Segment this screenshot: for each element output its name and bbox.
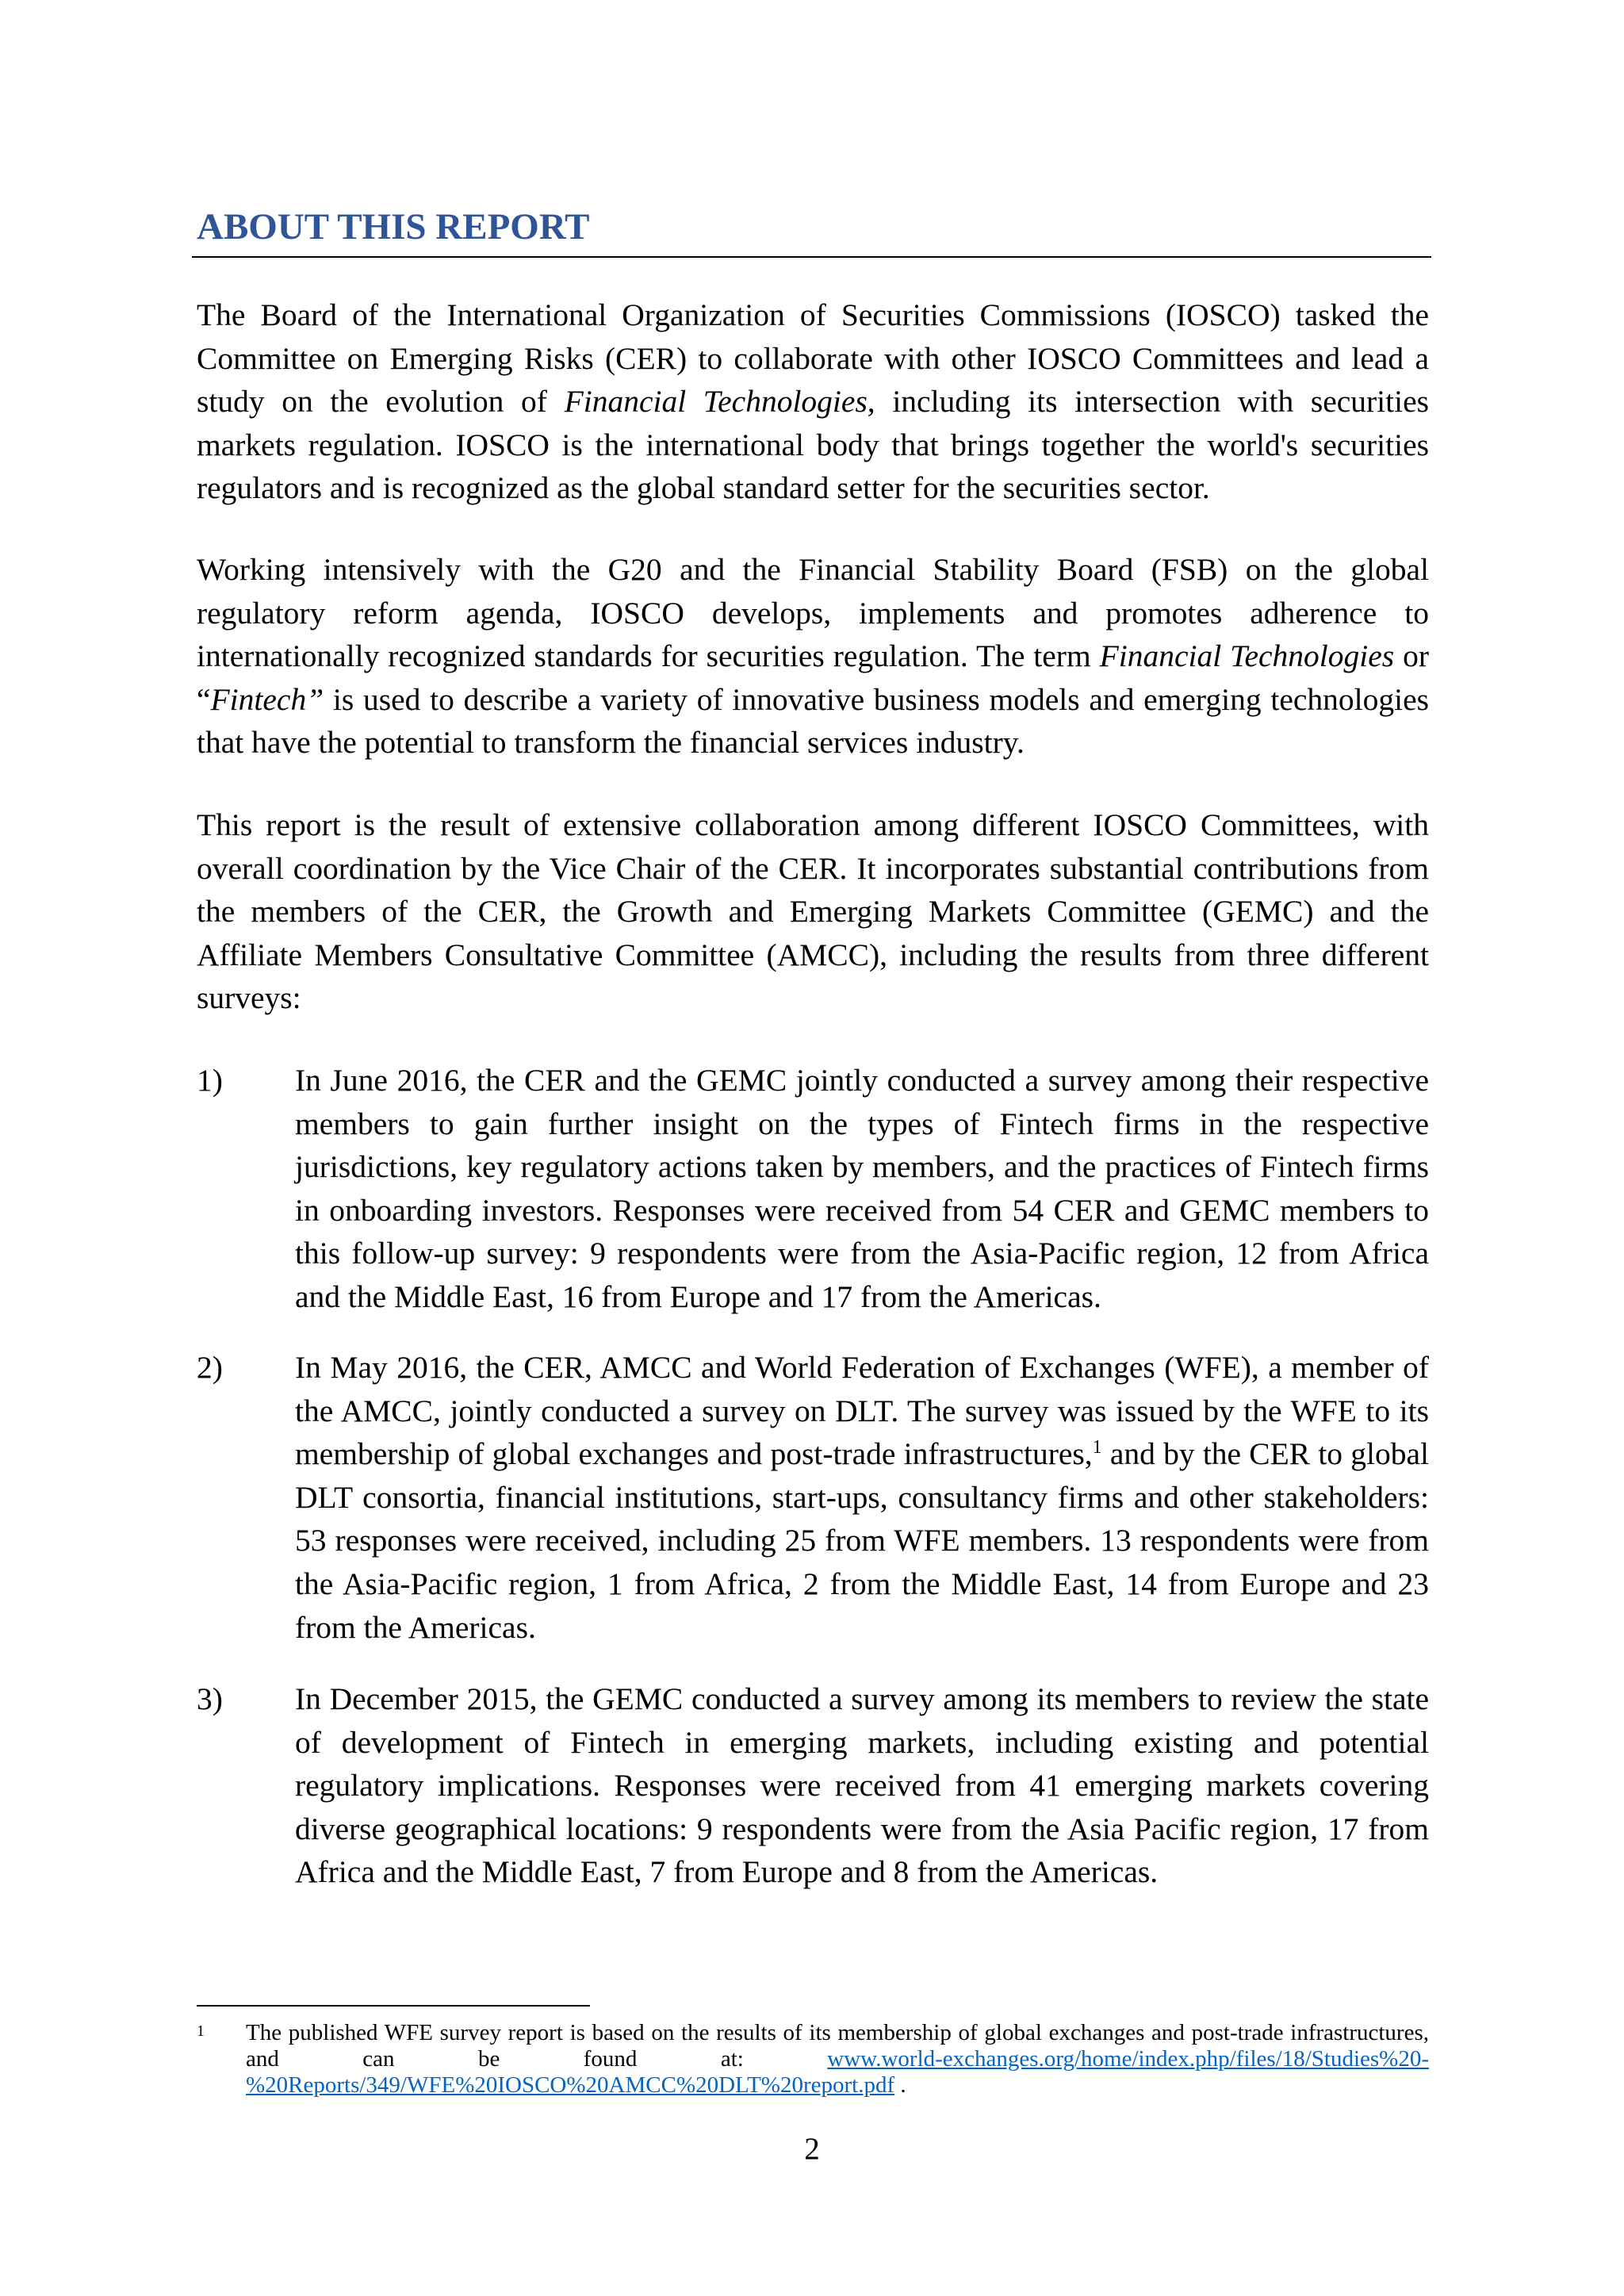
definition-italic-fintech: Fintech” [210, 681, 324, 717]
fintech-definition-paragraph [197, 548, 1429, 765]
definition-text-middle: or “ [197, 638, 1429, 717]
intro-text-end: including its intersection with securities markets regulation. IOSCO is the international body that brings together the world's securities regulators and is recognized as the global standard setter for the securities sector. [197, 384, 1429, 506]
list-item-number: 3) [197, 1681, 223, 1716]
footnote-text [246, 2020, 1429, 2099]
list-item-text [295, 1346, 1429, 1649]
survey-list-item [197, 1677, 1429, 1894]
footnote [197, 2020, 1429, 2099]
footnote-end: . [894, 2072, 906, 2098]
list-item-text-start: In May 2016, the CER, AMCC and World Federation of Exchanges (WFE), a member of the AMCC, jointly conducted a survey on DLT. The survey was issued by the WFE to its membership of global exchanges and post-trade infrastructures, [295, 1350, 1429, 1472]
footnote-body: The published WFE survey report is based on the results of its membership of global exchanges and post-trade infrastructures, and can be found at: [246, 2020, 1429, 2072]
definition-italic-term: Financial Technologies [1099, 638, 1395, 674]
page-number: 2 [804, 2132, 820, 2166]
heading-divider [192, 256, 1431, 258]
intro-italic-term: Financial Technologies, [564, 384, 875, 420]
survey-list-item [197, 1346, 1429, 1649]
footnote-number: 1 [197, 2022, 205, 2040]
survey-list-item [197, 1059, 1429, 1319]
definition-text-end: is used to describe a variety of innovative business models and emerging technologies that have the potential to transform the financial services industry. [197, 681, 1429, 761]
intro-text-start: The Board of the International Organization of Securities Commissions (IOSCO) tasked the Committee on Emerging Risks (CER) to collaborate with other IOSCO Committees and lead a study on the evolution of [197, 297, 1429, 420]
list-item-text: In December 2015, the GEMC conducted a survey among its members to review the state of development of Fintech in emerging markets, including existing and potential regulatory implications. Responses were received from 41 emerging markets covering diverse geographical locations: 9 respondents were from the Asia Pacific region, 17 from Africa and the Middle East, 7 from Europe and 8 from the Americas. [295, 1681, 1429, 1890]
collaboration-paragraph: This report is the result of extensive collaboration among different IOSCO Committees, with overall coordination by the Vice Chair of the CER. It incorporates substantial contributions from the members of the CER, the Growth and Emerging Markets Committee (GEMC) and the Affiliate Members Consultative Committee (AMCC), including the results from three different surveys: [197, 807, 1429, 1016]
list-item-number: 2) [197, 1350, 223, 1385]
definition-text-start: Working intensively with the G20 and the Financial Stability Board (FSB) on the global regulatory reform agenda, IOSCO develops, implements and promotes adherence to internationally recognized standards for securities regulation. The term [197, 552, 1429, 674]
list-item-text: In June 2016, the CER and the GEMC jointly conducted a survey among their respective members to gain further insight on the types of Fintech firms in the respective jurisdictions, key regulatory actions taken by members, and the practices of Fintech firms in onboarding investors. Responses were received from 54 CER and GEMC members to this follow-up survey: 9 respondents were from the Asia-Pacific region, 12 from Africa and the Middle East, 16 from Europe and 17 from the Americas. [295, 1063, 1429, 1314]
intro-paragraph [197, 293, 1429, 510]
footnote-separator [197, 2005, 590, 2007]
footnote-reference[interactable]: 1 [1092, 1437, 1102, 1458]
list-item-text-end: and by the CER to global DLT consortia, financial institutions, start-ups, consultancy firms and other stakeholders: 53 responses were received, including 25 from WFE members. 13 respondents were from the Asia-Pacific region, 1 from Africa, 2 from the Middle East, 14 from Europe and 23 from the Americas. [295, 1436, 1429, 1645]
page-title: ABOUT THIS REPORT [197, 206, 590, 247]
list-item-number: 1) [197, 1063, 223, 1098]
footnote-link[interactable]: www.world-exchanges.org/home/index.php/files/18/Studies%20-%20Reports/349/WFE%20IOSCO%20AMCC%20DLT%20report.pdf [246, 2046, 1429, 2098]
